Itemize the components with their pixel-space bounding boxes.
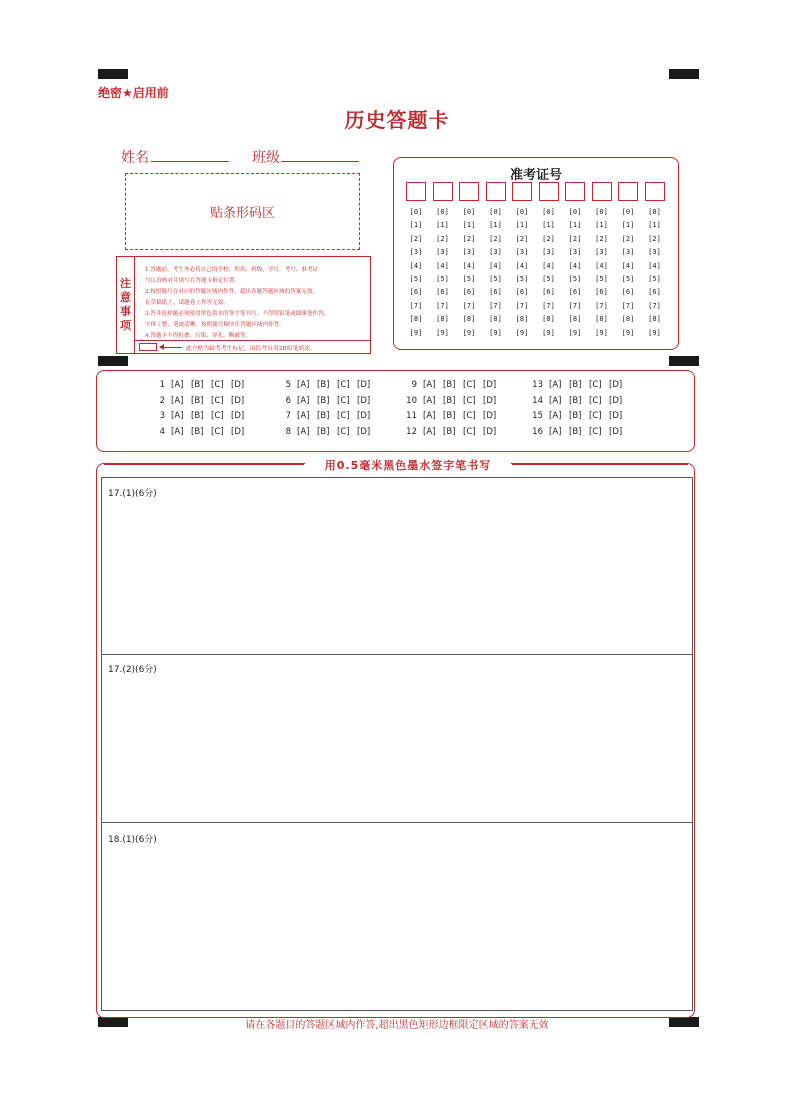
exam-id-bubble[interactable]: [8] [648, 315, 661, 324]
choice-option-bubble[interactable]: [C] [463, 380, 476, 390]
exam-id-bubble[interactable]: [6] [409, 288, 423, 297]
choice-question-number: 9 [411, 380, 417, 390]
exam-id-column [406, 182, 426, 340]
exam-id-bubble[interactable]: [1] [515, 221, 529, 230]
exam-id-bubble[interactable]: [1] [648, 221, 661, 230]
absent-row [135, 341, 370, 353]
choice-question-row [149, 411, 251, 421]
exam-id-bubble[interactable]: [4] [515, 261, 529, 270]
exam-id-column [459, 182, 479, 340]
exam-id-bubble[interactable]: [6] [462, 288, 476, 297]
choice-option-bubble[interactable]: [C] [463, 395, 476, 406]
absent-checkbox[interactable] [139, 343, 157, 351]
choice-option-bubble[interactable]: [B] [443, 411, 456, 422]
choice-option-bubble[interactable]: [D] [483, 411, 497, 422]
choice-option-bubble[interactable]: [A] [171, 411, 184, 422]
exam-id-bubble[interactable]: [2] [409, 234, 423, 243]
choice-option-bubble[interactable]: [C] [337, 395, 350, 406]
choice-option-bubble[interactable]: [D] [609, 411, 623, 422]
exam-id-bubble[interactable]: [4] [489, 261, 502, 270]
name-field[interactable] [151, 161, 229, 162]
choice-option-bubble[interactable]: [A] [423, 411, 436, 422]
page-title: 历史答题卡 [344, 108, 450, 132]
choice-question-number: 3 [159, 411, 165, 422]
choice-question-number: 11 [406, 411, 417, 422]
exam-id-bubble[interactable]: [2] [515, 234, 529, 243]
exam-id-bubble[interactable]: [4] [542, 261, 555, 270]
choice-question-row [275, 427, 377, 437]
choice-option-bubble[interactable]: [B] [191, 395, 204, 406]
notice-line: 3.答非选择题必须使用黑色墨水的签字笔书写，不得用铅笔或圆珠笔作答， [145, 311, 330, 317]
exam-id-bubble[interactable]: [2] [436, 234, 449, 243]
exam-id-input-box[interactable] [406, 182, 426, 201]
exam-id-bubble[interactable]: [0] [568, 208, 582, 216]
exam-id-bubble[interactable]: [1] [462, 221, 476, 230]
exam-id-bubble[interactable]: [7] [648, 301, 661, 310]
exam-id-bubble[interactable]: [0] [595, 208, 608, 216]
exam-id-bubble[interactable]: [3] [621, 248, 635, 257]
choice-option-bubble[interactable]: [B] [191, 411, 204, 422]
choice-option-bubble[interactable]: [B] [443, 427, 456, 438]
exam-id-bubble[interactable]: [7] [462, 301, 476, 310]
writing-title-rule-left [104, 464, 304, 465]
choice-option-bubble[interactable]: [C] [211, 411, 224, 422]
choice-option-bubble[interactable]: [A] [171, 395, 184, 406]
choice-question-row [401, 411, 503, 421]
answer-area [101, 477, 693, 1011]
exam-id-bubble[interactable]: [6] [436, 288, 449, 297]
exam-id-bubble[interactable]: [7] [595, 301, 608, 310]
exam-id-bubble[interactable]: [0] [436, 208, 449, 216]
choice-question-row [527, 380, 629, 390]
exam-id-bubble[interactable]: [4] [621, 261, 635, 270]
choice-option-bubble[interactable]: [B] [317, 395, 330, 406]
choice-option-bubble[interactable]: [D] [483, 380, 497, 390]
choice-option-bubble[interactable]: [D] [231, 427, 245, 438]
choice-question-row [401, 427, 503, 437]
notice-body [135, 257, 370, 341]
choice-option-bubble[interactable]: [B] [317, 411, 330, 422]
exam-id-bubble[interactable]: [0] [621, 208, 635, 216]
footer-note: 请在各题目的答题区域内作答,超出黑色矩形边框限定区域的答案无效 [245, 1020, 549, 1031]
exam-id-bubble[interactable]: [1] [436, 221, 449, 230]
choice-question-number: 2 [159, 395, 165, 406]
exam-id-bubble[interactable]: [5] [409, 274, 423, 283]
exam-id-column [539, 182, 559, 340]
choice-option-bubble[interactable]: [D] [483, 427, 497, 438]
choice-option-bubble[interactable]: [A] [171, 427, 184, 438]
exam-id-bubble[interactable]: [7] [515, 301, 529, 310]
exam-id-bubble[interactable]: [3] [595, 248, 608, 257]
choice-option-bubble[interactable]: [D] [357, 411, 371, 422]
exam-id-column [565, 182, 585, 340]
exam-id-bubble[interactable]: [5] [515, 274, 529, 283]
choice-option-bubble[interactable]: [D] [231, 411, 245, 422]
exam-id-column [645, 182, 665, 340]
exam-id-bubble[interactable]: [7] [568, 301, 582, 310]
exam-id-input-box[interactable] [459, 182, 479, 201]
choice-option-bubble[interactable]: [A] [171, 380, 184, 390]
choice-question-number: 15 [532, 411, 543, 422]
exam-id-bubble[interactable]: [5] [595, 274, 608, 283]
choice-option-bubble[interactable]: [D] [357, 427, 371, 438]
exam-id-bubble[interactable]: [3] [568, 248, 582, 257]
barcode-area [125, 173, 360, 250]
choice-question-row [275, 396, 377, 406]
choice-question-number: 8 [285, 427, 291, 438]
notice-heading: 注 意 事 项 [117, 257, 135, 353]
class-field[interactable] [281, 161, 359, 162]
choice-option-bubble[interactable]: [D] [483, 395, 497, 406]
exam-id-input-box[interactable] [486, 182, 506, 201]
choice-question-number: 6 [285, 395, 291, 406]
choice-question-number: 16 [532, 427, 543, 438]
exam-id-bubble[interactable]: [5] [648, 274, 661, 283]
choice-question-number: 10 [406, 395, 417, 406]
choice-option-bubble[interactable]: [A] [423, 427, 436, 438]
alignment-mark-mid-right [669, 356, 699, 366]
exam-id-bubble[interactable]: [6] [489, 288, 502, 297]
choice-option-bubble[interactable]: [A] [297, 427, 310, 438]
exam-id-bubble[interactable]: [2] [462, 234, 476, 243]
exam-id-input-box[interactable] [512, 182, 532, 201]
choice-question-row [401, 396, 503, 406]
exam-id-bubble[interactable]: [7] [409, 301, 423, 310]
exam-id-bubble[interactable]: [9] [648, 328, 661, 337]
exam-id-bubble[interactable]: [5] [568, 274, 582, 283]
exam-id-bubble[interactable]: [1] [489, 221, 502, 230]
name-label: 姓名 [121, 150, 149, 166]
choice-option-bubble[interactable]: [D] [357, 380, 371, 390]
choice-option-bubble[interactable]: [B] [317, 427, 330, 438]
choice-question-number: 5 [285, 380, 291, 390]
choice-option-bubble[interactable]: [C] [589, 411, 602, 422]
exam-id-bubble[interactable]: [4] [409, 261, 423, 270]
exam-id-bubble[interactable]: [8] [489, 315, 502, 324]
choice-option-bubble[interactable]: [B] [191, 427, 204, 438]
choice-option-bubble[interactable]: [D] [231, 380, 245, 390]
exam-id-bubble[interactable]: [5] [621, 274, 635, 283]
exam-id-bubble[interactable]: [4] [436, 261, 449, 270]
choice-question-number: 12 [406, 427, 417, 438]
choice-option-bubble[interactable]: [A] [297, 411, 310, 422]
exam-id-bubble[interactable]: [7] [621, 301, 635, 310]
choice-option-bubble[interactable]: [D] [231, 395, 245, 406]
choice-option-bubble[interactable]: [A] [549, 395, 562, 406]
exam-id-bubble[interactable]: [5] [542, 274, 555, 283]
choice-option-bubble[interactable]: [A] [549, 411, 562, 422]
exam-id-bubble[interactable]: [7] [436, 301, 449, 310]
choice-option-bubble[interactable]: [B] [443, 395, 456, 406]
class-label: 班级 [252, 150, 280, 166]
exam-id-bubble[interactable]: [8] [621, 315, 635, 324]
exam-id-bubble[interactable]: [8] [436, 315, 449, 324]
choice-question-number: 1 [159, 380, 165, 390]
exam-id-bubble[interactable]: [6] [542, 288, 555, 297]
choice-option-bubble[interactable]: [D] [357, 395, 371, 406]
exam-id-input-box[interactable] [539, 182, 559, 201]
exam-id-input-box[interactable] [645, 182, 665, 201]
choice-option-bubble[interactable]: [C] [463, 411, 476, 422]
barcode-label: 贴条形码区 [209, 206, 275, 221]
exam-id-column [486, 182, 506, 340]
exam-id-bubble[interactable]: [9] [515, 328, 529, 337]
choice-question-number: 4 [159, 427, 165, 438]
exam-id-bubble[interactable]: [3] [648, 248, 661, 257]
exam-id-bubble[interactable]: [5] [462, 274, 476, 283]
exam-id-bubble[interactable]: [3] [462, 248, 476, 257]
choice-option-bubble[interactable]: [B] [569, 380, 582, 390]
exam-id-bubble[interactable]: [6] [515, 288, 529, 297]
notice-line: 字体工整、笔迹清晰。按照题号顺序在答题区域内作答。 [145, 322, 285, 328]
notice-line: 4.答题卡不得折叠、污染、穿孔、撕破等。 [145, 333, 252, 339]
answer-divider [102, 654, 692, 655]
exam-id-bubble[interactable]: [0] [489, 208, 502, 216]
exam-id-bubble[interactable]: [3] [409, 248, 423, 257]
writing-title-rule-right [512, 464, 688, 465]
exam-id-input-box[interactable] [433, 182, 453, 201]
exam-id-bubble[interactable]: [8] [542, 315, 555, 324]
choice-option-bubble[interactable]: [C] [337, 380, 350, 390]
alignment-mark-mid-left [98, 356, 128, 366]
exam-id-bubble[interactable]: [5] [489, 274, 502, 283]
choice-option-bubble[interactable]: [A] [549, 380, 562, 390]
exam-id-bubble[interactable]: [0] [542, 208, 555, 216]
choice-option-bubble[interactable]: [C] [337, 427, 350, 438]
choice-option-bubble[interactable]: [A] [297, 395, 310, 406]
exam-id-bubble[interactable]: [2] [648, 234, 661, 243]
exam-id-bubble[interactable]: [0] [409, 208, 423, 216]
exam-id-bubble[interactable]: [6] [595, 288, 608, 297]
question-label: 18.(1)(6分) [108, 835, 157, 845]
exam-id-bubble[interactable]: [3] [542, 248, 555, 257]
choice-option-bubble[interactable]: [B] [569, 395, 582, 406]
notice-panel [116, 256, 371, 354]
exam-id-bubble[interactable]: [5] [436, 274, 449, 283]
choice-option-bubble[interactable]: [D] [609, 395, 623, 406]
exam-id-column [592, 182, 612, 340]
exam-id-bubble[interactable]: [9] [542, 328, 555, 337]
exam-id-bubble[interactable]: [6] [621, 288, 635, 297]
choice-option-bubble[interactable]: [C] [211, 427, 224, 438]
choice-question-number: 13 [532, 380, 543, 390]
choice-option-bubble[interactable]: [A] [423, 395, 436, 406]
exam-id-bubble[interactable]: [1] [409, 221, 423, 230]
absent-note: 此方框为缺考考生标记，由监考员用2B铅笔填涂。 [186, 345, 316, 352]
choice-option-bubble[interactable]: [C] [589, 395, 602, 406]
choice-option-bubble[interactable]: [C] [211, 395, 224, 406]
choice-option-bubble[interactable]: [A] [297, 380, 310, 390]
choice-option-bubble[interactable]: [A] [423, 380, 436, 390]
notice-line: 号认真核对并填写在答题卡指定位置。 [145, 278, 241, 284]
choice-option-bubble[interactable]: [B] [443, 380, 456, 390]
exam-id-bubble[interactable]: [9] [462, 328, 476, 337]
exam-id-panel [393, 157, 679, 350]
exam-id-column [618, 182, 638, 340]
exam-id-bubble[interactable]: [0] [515, 208, 529, 216]
exam-id-bubble[interactable]: [1] [568, 221, 582, 230]
alignment-mark-top-left [98, 69, 128, 79]
exam-id-bubble[interactable]: [1] [542, 221, 555, 230]
exam-id-bubble[interactable]: [1] [621, 221, 635, 230]
exam-id-bubble[interactable]: [8] [515, 315, 529, 324]
exam-id-bubble[interactable]: [0] [462, 208, 476, 216]
alignment-mark-top-right [669, 69, 699, 79]
notice-line: 在草稿纸上、试题卷上作答无效。 [145, 300, 229, 306]
exam-id-input-box[interactable] [618, 182, 638, 201]
choice-question-row [275, 411, 377, 421]
exam-id-bubble[interactable]: [3] [489, 248, 502, 257]
exam-id-bubble[interactable]: [2] [568, 234, 582, 243]
exam-id-bubble[interactable]: [9] [489, 328, 502, 337]
exam-id-bubble[interactable]: [9] [621, 328, 635, 337]
choice-option-bubble[interactable]: [B] [569, 427, 582, 438]
choice-question-row [527, 396, 629, 406]
exam-id-bubble[interactable]: [7] [542, 301, 555, 310]
exam-id-bubble[interactable]: [8] [462, 315, 476, 324]
choice-question-row [527, 427, 629, 437]
writing-title: 用0.5毫米黑色墨水签字笔书写 [305, 457, 511, 473]
exam-id-bubble[interactable]: [6] [648, 288, 661, 297]
choice-question-row [149, 396, 251, 406]
exam-id-bubble[interactable]: [0] [648, 208, 661, 216]
choice-option-bubble[interactable]: [C] [589, 380, 602, 390]
exam-id-bubble[interactable]: [4] [462, 261, 476, 270]
choice-question-row [401, 380, 503, 390]
choice-option-bubble[interactable]: [D] [609, 427, 623, 438]
question-label: 17.(1)(6分) [108, 489, 157, 499]
choice-question-row [149, 427, 251, 437]
arrow-left-icon [160, 347, 182, 348]
exam-id-bubble[interactable]: [9] [409, 328, 423, 337]
choice-question-number: 7 [285, 411, 291, 422]
exam-id-bubble[interactable]: [9] [568, 328, 582, 337]
exam-id-column [512, 182, 532, 340]
exam-id-bubble[interactable]: [6] [568, 288, 582, 297]
exam-id-bubble[interactable]: [1] [595, 221, 608, 230]
choice-question-row [275, 380, 377, 390]
choice-question-row [149, 380, 251, 390]
exam-id-column [433, 182, 453, 340]
exam-id-bubble[interactable]: [4] [568, 261, 582, 270]
choice-option-bubble[interactable]: [B] [317, 380, 330, 390]
choice-option-bubble[interactable]: [B] [569, 411, 582, 422]
exam-id-bubble[interactable]: [3] [436, 248, 449, 257]
notice-line: 2.按照题号在对应的答题区域内作答，超出各题答题区域的答案无效， [145, 289, 319, 295]
exam-id-bubble[interactable]: [9] [595, 328, 608, 337]
exam-id-bubble[interactable]: [2] [595, 234, 608, 243]
exam-id-bubble[interactable]: [4] [595, 261, 608, 270]
exam-id-bubble[interactable]: [8] [595, 315, 608, 324]
answer-divider [102, 822, 692, 823]
choice-question-row [527, 411, 629, 421]
exam-id-bubble[interactable]: [9] [436, 328, 449, 337]
choice-section [96, 370, 695, 452]
exam-id-input-box[interactable] [592, 182, 612, 201]
choice-option-bubble[interactable]: [C] [211, 380, 224, 390]
secret-label: 绝密★启用前 [98, 86, 169, 100]
exam-id-bubble[interactable]: [7] [489, 301, 502, 310]
exam-id-bubble[interactable]: [2] [621, 234, 635, 243]
exam-id-bubble[interactable]: [8] [409, 315, 423, 324]
exam-id-title: 准考证号 [509, 168, 562, 183]
choice-option-bubble[interactable]: [C] [463, 427, 476, 438]
choice-option-bubble[interactable]: [C] [337, 411, 350, 422]
choice-option-bubble[interactable]: [C] [589, 427, 602, 438]
exam-id-bubble[interactable]: [3] [515, 248, 529, 257]
question-label: 17.(2)(6分) [108, 665, 157, 675]
choice-question-number: 14 [532, 395, 543, 406]
choice-option-bubble[interactable]: [D] [609, 380, 623, 390]
exam-id-bubble[interactable]: [2] [542, 234, 555, 243]
notice-line: 1.答题前，考生务必将自己的学校、姓名、班级、学号、考号、准考证 [145, 267, 319, 273]
exam-id-bubble[interactable]: [2] [489, 234, 502, 243]
exam-id-bubble[interactable]: [8] [568, 315, 582, 324]
exam-id-bubble[interactable]: [4] [648, 261, 661, 270]
exam-id-input-box[interactable] [565, 182, 585, 201]
choice-option-bubble[interactable]: [B] [191, 380, 204, 390]
choice-option-bubble[interactable]: [A] [549, 427, 562, 438]
